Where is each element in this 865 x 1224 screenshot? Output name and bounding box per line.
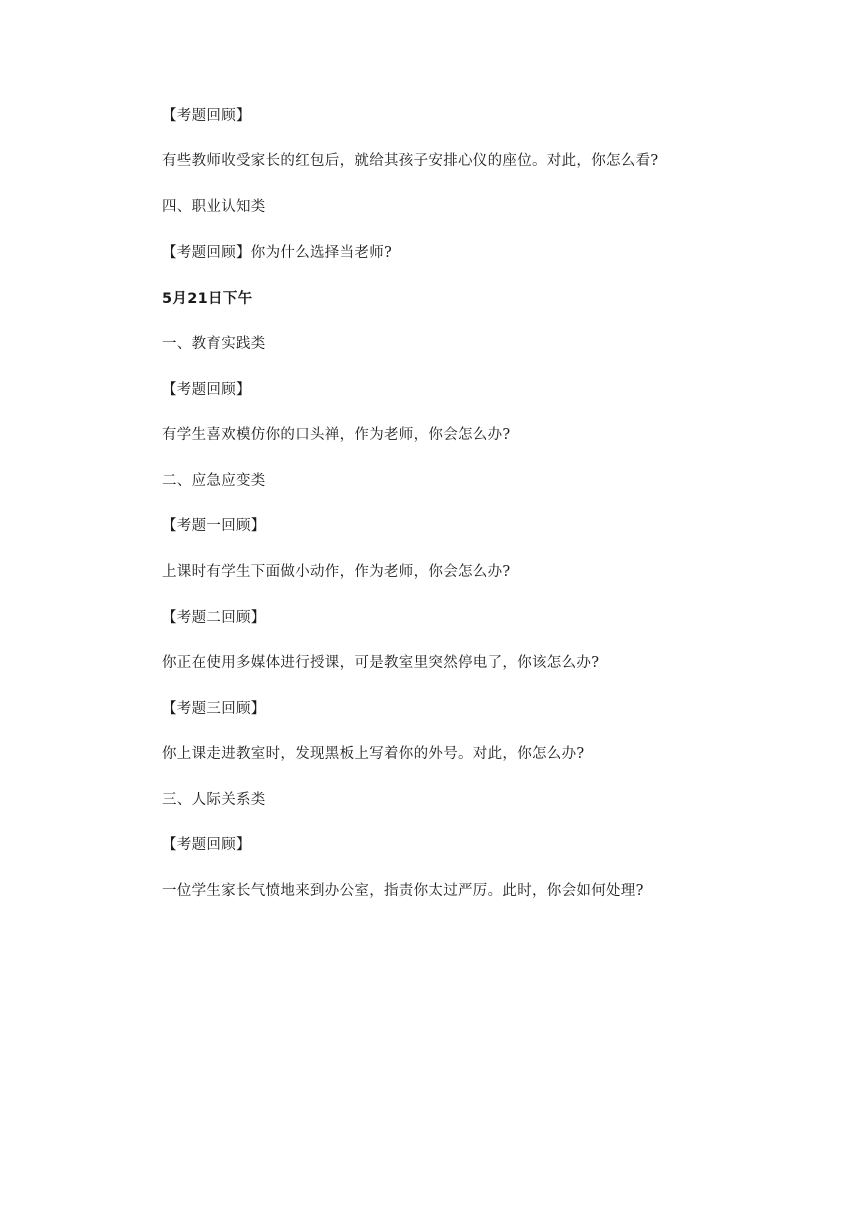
section-heading-education-practice: 一、教育实践类 — [162, 336, 266, 352]
question-text: 你上课走进教室时，发现黑板上写着你的外号。对此，你怎么办? — [162, 746, 585, 762]
section-heading-career-cognition: 四、职业认知类 — [162, 199, 266, 215]
question-text: 有些教师收受家长的红包后，就给其孩子安排心仪的座位。对此，你怎么看? — [162, 153, 659, 169]
question-review-heading: 【考题回顾】 — [162, 382, 251, 398]
question-review-heading: 【考题回顾】 — [162, 837, 251, 853]
question-one-review-heading: 【考题一回顾】 — [162, 518, 266, 534]
question-two-review-heading: 【考题二回顾】 — [162, 610, 266, 626]
question-review-inline: 【考题回顾】你为什么选择当老师? — [162, 245, 393, 261]
question-text: 你正在使用多媒体进行授课，可是教室里突然停电了，你该怎么办? — [162, 655, 600, 671]
section-heading-interpersonal-relations: 三、人际关系类 — [162, 792, 266, 808]
question-text: 有学生喜欢模仿你的口头禅，作为老师，你会怎么办? — [162, 427, 511, 443]
question-three-review-heading: 【考题三回顾】 — [162, 701, 266, 717]
question-review-heading: 【考题回顾】 — [162, 108, 251, 124]
question-text: 一位学生家长气愤地来到办公室，指责你太过严厉。此时，你会如何处理? — [162, 883, 644, 899]
section-heading-emergency-response: 二、应急应变类 — [162, 473, 266, 489]
date-heading: 5月21日下午 — [162, 291, 253, 307]
question-text: 上课时有学生下面做小动作，作为老师，你会怎么办? — [162, 564, 511, 580]
